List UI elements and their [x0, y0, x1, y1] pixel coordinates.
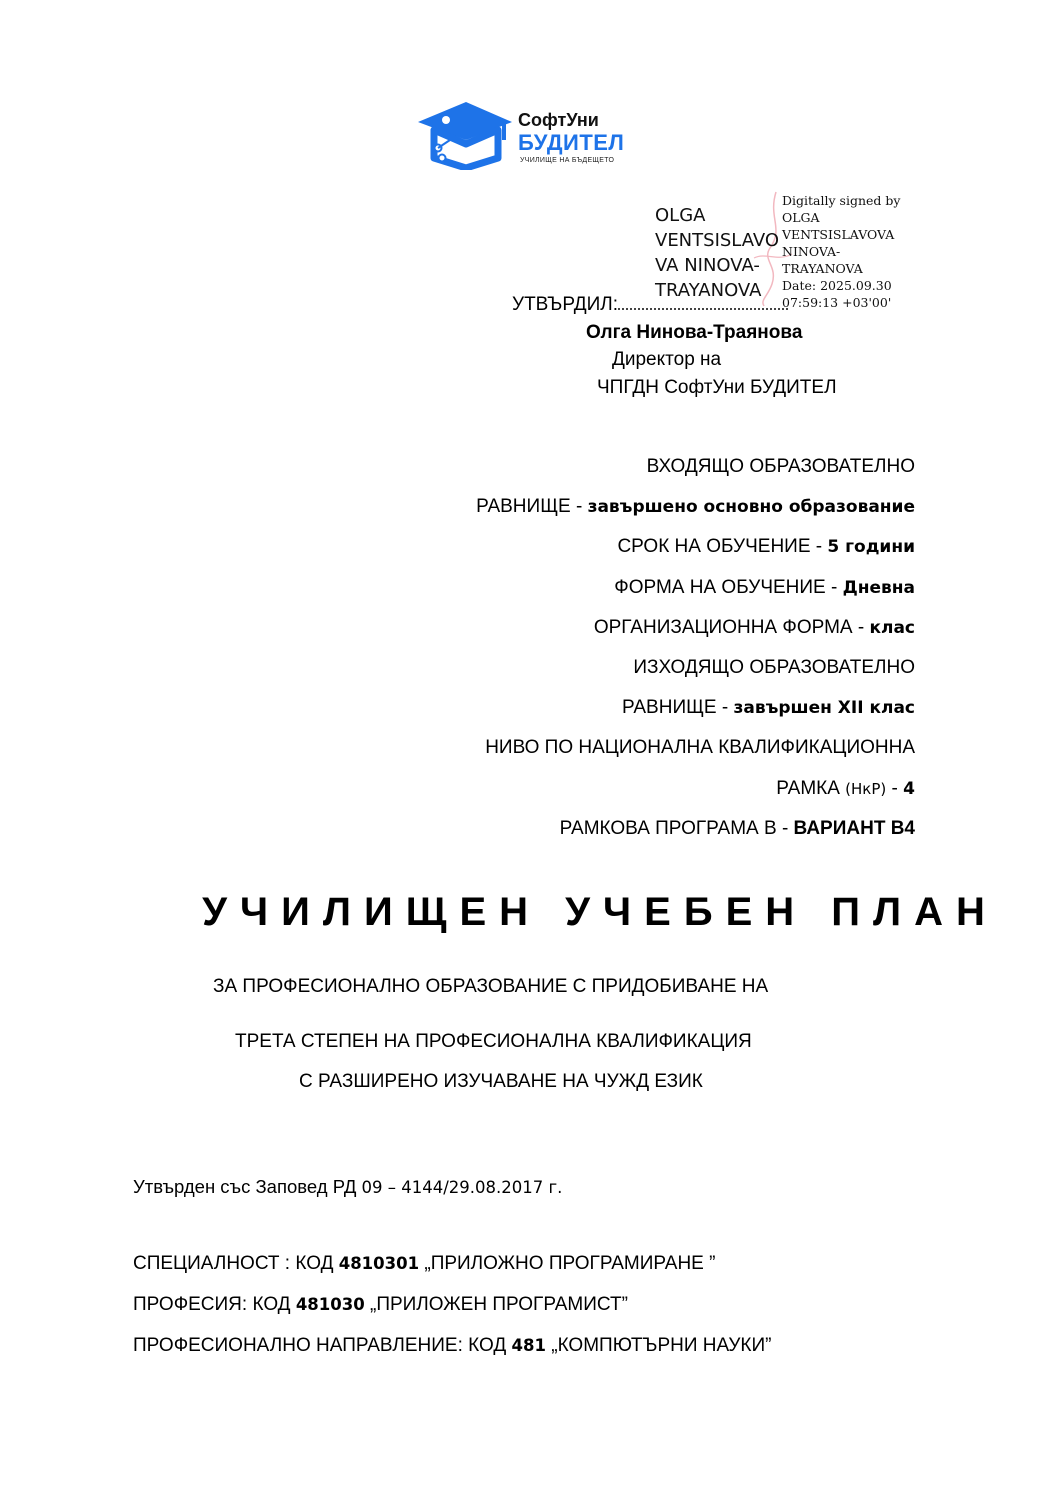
school-logo: [416, 100, 636, 170]
signature-name-line: TRAYANOVA: [655, 280, 762, 301]
signature-detail-line: TRAYANOVA: [782, 261, 863, 276]
parameter-label: РАВНИЩЕ -: [621, 697, 734, 719]
signature-name: [655, 203, 779, 303]
parameter-line: [476, 775, 915, 815]
parameter-value: 5 години: [827, 537, 915, 558]
parameter-value: Дневна: [842, 577, 915, 598]
parameter-line: [476, 734, 915, 774]
code-name: „КОМПЮТЪРНИ НАУКИ”: [545, 1335, 772, 1356]
parameter-value: клас: [869, 617, 915, 638]
signature-detail-line: NINOVA-: [782, 244, 841, 259]
director-name: Олга Нинова-Траянова: [586, 322, 803, 343]
brand-name-line2: БУДИТЕЛ: [518, 130, 625, 155]
document-title: УЧИЛИЩЕН УЧЕБЕН ПЛАН: [202, 890, 998, 934]
signature-detail-line: Date: 2025.09.30: [782, 278, 892, 293]
parameter-line: [476, 453, 915, 493]
parameter-line: [476, 614, 915, 654]
parameter-label: ИЗХОДЯЩО ОБРАЗОВАТЕЛНО: [633, 656, 915, 678]
parameter-line: [476, 694, 915, 734]
parameter-abbreviation: (НкР): [845, 779, 887, 798]
graduation-cap-icon: [416, 100, 516, 170]
brand-name-line1: СофтУни: [518, 110, 599, 130]
code-label: СПЕЦИАЛНОСТ : КОД: [133, 1253, 339, 1274]
parameter-label: ВХОДЯЩО ОБРАЗОВАТЕЛНО: [646, 456, 915, 477]
signature-name-line: VA NINOVA-: [655, 255, 760, 276]
signature-detail-line: VENTSISLAVOVA: [782, 227, 895, 242]
signature-detail-line: OLGA: [782, 210, 820, 225]
parameter-line: [476, 815, 915, 855]
code-name: „ПРИЛОЖЕН ПРОГРАМИСТ”: [364, 1294, 628, 1315]
parameter-value: 4: [903, 778, 915, 799]
subtitle-line: ТРЕТА СТЕПЕН НА ПРОФЕСИОНАЛНА КВАЛИФИКАЦИЯ: [235, 1031, 752, 1052]
parameter-value: завършено основно образование: [587, 497, 915, 518]
brand-tagline: УЧИЛИЩЕ НА БЪДЕЩЕТО: [520, 157, 615, 164]
parameter-label: РАМКОВА ПРОГРАМА В -: [559, 817, 794, 839]
code-line: [133, 1335, 771, 1376]
approved-by: [512, 294, 788, 316]
code-line: [133, 1294, 771, 1335]
code-number: 481030: [295, 1295, 365, 1314]
signature-detail-line: Digitally signed by: [782, 193, 901, 208]
code-label: ПРОФЕСИЯ: КОД: [133, 1294, 296, 1315]
subtitle-line: С РАЗШИРЕНО ИЗУЧАВАНЕ НА ЧУЖД ЕЗИК: [299, 1071, 703, 1092]
director-title: Директор на: [612, 349, 722, 370]
code-number: 481: [511, 1336, 546, 1355]
parameter-label: СРОК НА ОБУЧЕНИЕ -: [617, 536, 828, 558]
signature-name-line: OLGA: [655, 205, 706, 226]
signature-line: [618, 294, 788, 310]
parameter-line: [476, 533, 915, 573]
code-number: 4810301: [338, 1254, 420, 1273]
parameter-line: [476, 574, 915, 614]
parameter-label: НИВО ПО НАЦИОНАЛНА КВАЛИФИКАЦИОННА: [485, 737, 915, 759]
signature-detail-line: 07:59:13 +03'00': [782, 295, 892, 310]
decree-text: Утвърден със Заповед РД: [133, 1176, 362, 1197]
parameter-line: [476, 654, 915, 694]
education-parameters: [476, 453, 915, 855]
parameter-label: ФОРМА НА ОБУЧЕНИЕ -: [614, 576, 843, 598]
signature-details: [782, 192, 900, 311]
parameter-label: РАМКА: [776, 777, 846, 799]
parameter-line: [476, 493, 915, 533]
school-name: ЧПГДН СофтУни БУДИТЕЛ: [597, 377, 837, 398]
code-line: [133, 1253, 771, 1294]
approved-label: УТВЪРДИЛ:: [512, 294, 618, 315]
code-label: ПРОФЕСИОНАЛНО НАПРАВЛЕНИЕ: КОД: [133, 1335, 512, 1356]
qualification-codes: [133, 1253, 771, 1376]
decree-number: 09 – 4144/29.08.2017 г.: [361, 1178, 563, 1197]
signature-name-line: VENTSISLAVO: [655, 230, 780, 251]
subtitle-line: ЗА ПРОФЕСИОНАЛНО ОБРАЗОВАНИЕ С ПРИДОБИВАНЕ НА: [213, 976, 769, 997]
parameter-label: РАВНИЩЕ -: [476, 496, 588, 518]
parameter-value: ВАРИАНТ В4: [793, 817, 915, 839]
parameter-separator: -: [886, 777, 904, 799]
parameter-value: завършен XII клас: [733, 698, 915, 719]
parameter-label: ОРГАНИЗАЦИОННА ФОРМА -: [593, 616, 870, 638]
decree-line: [133, 1176, 562, 1198]
code-name: „ПРИЛОЖНО ПРОГРАМИРАНЕ ”: [419, 1253, 716, 1274]
